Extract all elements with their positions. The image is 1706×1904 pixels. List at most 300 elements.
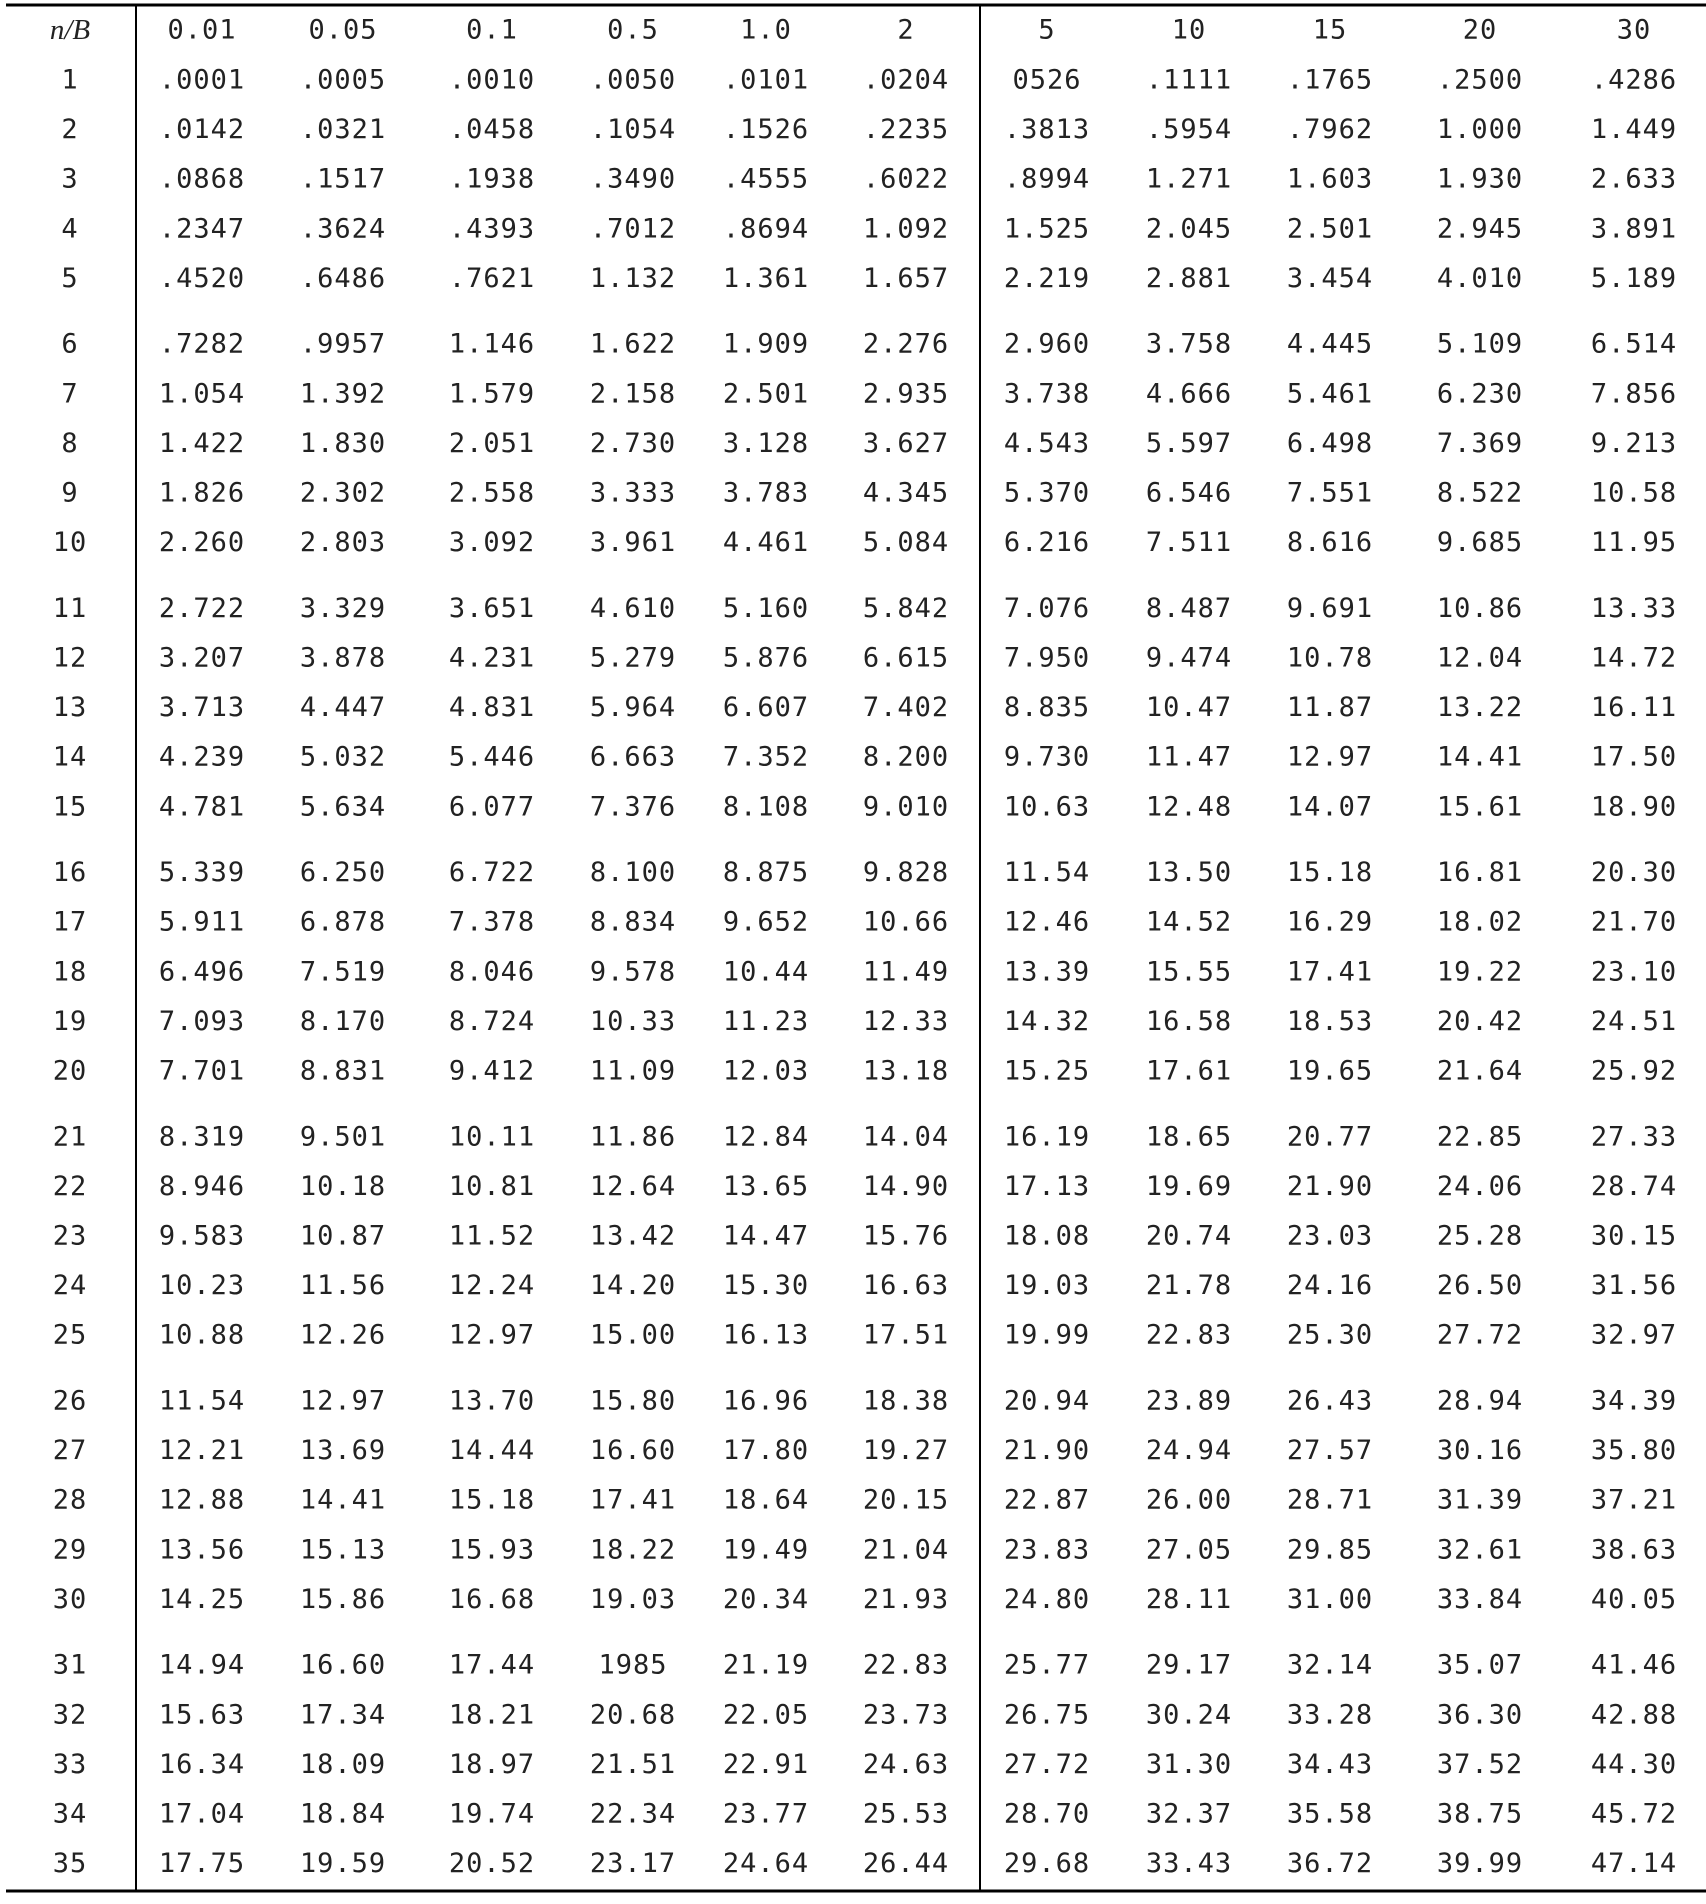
table-cell: 2.219 <box>1003 262 1091 294</box>
table-cell: 30.16 <box>1436 1435 1524 1467</box>
table-cell: 21.93 <box>862 1583 950 1615</box>
table-cell: 8.487 <box>1145 592 1233 624</box>
table-cell: 8.946 <box>158 1170 246 1202</box>
table-cell: 12.24 <box>448 1270 536 1302</box>
table-cell: 21.51 <box>589 1748 677 1780</box>
table-cell: 27.33 <box>1590 1121 1678 1153</box>
table-cell: 3.207 <box>158 642 246 674</box>
table-cell: .4520 <box>158 262 246 294</box>
table-cell: 21.70 <box>1590 906 1678 938</box>
table-cell: .1517 <box>299 163 387 195</box>
column-header: 0.1 <box>466 14 518 46</box>
table-cell: .6022 <box>862 163 950 195</box>
table-cell: 8.522 <box>1436 477 1524 509</box>
table-cell: 3.891 <box>1590 213 1678 245</box>
table-cell: 12.21 <box>158 1435 246 1467</box>
row-label: 19 <box>52 1005 88 1037</box>
table-cell: 8.200 <box>862 741 950 773</box>
table-cell: 4.010 <box>1436 262 1524 294</box>
table-cell: 18.65 <box>1145 1121 1233 1153</box>
table-cell: 24.80 <box>1003 1583 1091 1615</box>
table-cell: 6.250 <box>299 857 387 889</box>
table-cell: 9.213 <box>1590 427 1678 459</box>
table-cell: .9957 <box>299 328 387 360</box>
table-cell: 8.616 <box>1286 527 1374 559</box>
table-cell: 11.54 <box>158 1385 246 1417</box>
table-cell: 21.78 <box>1145 1270 1233 1302</box>
table-cell: 23.83 <box>1003 1534 1091 1566</box>
row-label: 13 <box>52 692 88 724</box>
table-cell: 13.50 <box>1145 857 1233 889</box>
table-cell: 22.83 <box>1145 1319 1233 1351</box>
table-cell: 10.58 <box>1590 477 1678 509</box>
table-cell: 10.63 <box>1003 791 1091 823</box>
table-cell: 4.543 <box>1003 427 1091 459</box>
table-cell: 17.75 <box>158 1848 246 1880</box>
table-cell: 1.930 <box>1436 163 1524 195</box>
table-cell: 7.376 <box>589 791 677 823</box>
table-cell: 5.446 <box>448 741 536 773</box>
table-cell: 6.230 <box>1436 378 1524 410</box>
table-cell: 19.03 <box>589 1583 677 1615</box>
table-cell: 15.61 <box>1436 791 1524 823</box>
table-cell: 30.24 <box>1145 1699 1233 1731</box>
row-label: 34 <box>52 1798 88 1830</box>
table-cell: .0050 <box>589 64 677 96</box>
table-cell: 29.85 <box>1286 1534 1374 1566</box>
table-cell: 2.302 <box>299 477 387 509</box>
table-cell: 7.856 <box>1590 378 1678 410</box>
table-cell: 13.69 <box>299 1435 387 1467</box>
table-cell: 5.032 <box>299 741 387 773</box>
column-header: 0.01 <box>167 14 237 46</box>
table-cell: 14.72 <box>1590 642 1678 674</box>
table-cell: .4555 <box>722 163 810 195</box>
row-label: 4 <box>61 213 79 245</box>
table-cell: 26.44 <box>862 1848 950 1880</box>
table-cell: 2.045 <box>1145 213 1233 245</box>
table-cell: 5.597 <box>1145 427 1233 459</box>
table-cell: .4286 <box>1590 64 1678 96</box>
table-cell: 8.319 <box>158 1121 246 1153</box>
table-cell: 18.08 <box>1003 1220 1091 1252</box>
table-cell: 19.69 <box>1145 1170 1233 1202</box>
table-cell: 12.84 <box>722 1121 810 1153</box>
table-cell: 21.90 <box>1003 1435 1091 1467</box>
table-cell: 13.33 <box>1590 592 1678 624</box>
table-cell: 8.108 <box>722 791 810 823</box>
row-label: 14 <box>52 741 88 773</box>
table-cell: 17.44 <box>448 1649 536 1681</box>
table-cell: 5.109 <box>1436 328 1524 360</box>
row-label: 12 <box>52 642 88 674</box>
table-cell: 31.30 <box>1145 1748 1233 1780</box>
table-cell: 13.65 <box>722 1170 810 1202</box>
table-cell: 16.60 <box>299 1649 387 1681</box>
table-cell: 22.91 <box>722 1748 810 1780</box>
table-cell: 18.02 <box>1436 906 1524 938</box>
table-cell: 6.546 <box>1145 477 1233 509</box>
row-label: 9 <box>61 477 79 509</box>
table-cell: 2.501 <box>722 378 810 410</box>
table-cell: 15.00 <box>589 1319 677 1351</box>
row-label: 17 <box>52 906 88 938</box>
table-cell: 2.158 <box>589 378 677 410</box>
table-cell: .0321 <box>299 114 387 146</box>
table-cell: 36.30 <box>1436 1699 1524 1731</box>
table-cell: .0868 <box>158 163 246 195</box>
table-cell: 5.911 <box>158 906 246 938</box>
table-cell: 24.06 <box>1436 1170 1524 1202</box>
table-cell: 12.33 <box>862 1005 950 1037</box>
table-cell: 3.783 <box>722 477 810 509</box>
table-cell: 10.66 <box>862 906 950 938</box>
table-cell: 14.41 <box>299 1484 387 1516</box>
table-cell: 26.75 <box>1003 1699 1091 1731</box>
table-cell: 16.60 <box>589 1435 677 1467</box>
column-header: 20 <box>1462 14 1498 46</box>
table-cell: 14.90 <box>862 1170 950 1202</box>
table-cell: 18.84 <box>299 1798 387 1830</box>
table-cell: 20.77 <box>1286 1121 1374 1153</box>
table-cell: 7.950 <box>1003 642 1091 674</box>
table-cell: 22.87 <box>1003 1484 1091 1516</box>
row-label: 27 <box>52 1435 88 1467</box>
table-cell: 23.03 <box>1286 1220 1374 1252</box>
table-cell: .1938 <box>448 163 536 195</box>
table-cell: 27.72 <box>1436 1319 1524 1351</box>
table-cell: 20.30 <box>1590 857 1678 889</box>
table-cell: 19.74 <box>448 1798 536 1830</box>
column-header: 10 <box>1171 14 1207 46</box>
table-cell: 14.44 <box>448 1435 536 1467</box>
table-cell: 7.519 <box>299 956 387 988</box>
table-cell: .2347 <box>158 213 246 245</box>
table-cell: 7.551 <box>1286 477 1374 509</box>
table-cell: 0526 <box>1012 64 1082 96</box>
table-cell: 4.345 <box>862 477 950 509</box>
table-cell: .0101 <box>722 64 810 96</box>
table-cell: 20.68 <box>589 1699 677 1731</box>
table-cell: 17.41 <box>1286 956 1374 988</box>
table-cell: 9.652 <box>722 906 810 938</box>
table-cell: 1985 <box>598 1649 668 1681</box>
table-cell: 11.23 <box>722 1005 810 1037</box>
table-cell: 3.651 <box>448 592 536 624</box>
row-label: 2 <box>61 114 79 146</box>
table-cell: 7.701 <box>158 1055 246 1087</box>
row-label: 26 <box>52 1385 88 1417</box>
column-header: 2 <box>897 14 915 46</box>
table-cell: 47.14 <box>1590 1848 1678 1880</box>
table-cell: 5.160 <box>722 592 810 624</box>
table-cell: .3813 <box>1003 114 1091 146</box>
table-cell: 10.23 <box>158 1270 246 1302</box>
table-cell: 19.59 <box>299 1848 387 1880</box>
table-cell: 1.657 <box>862 262 950 294</box>
table-cell: 14.47 <box>722 1220 810 1252</box>
table-cell: 10.81 <box>448 1170 536 1202</box>
table-cell: 18.97 <box>448 1748 536 1780</box>
table-cell: 3.454 <box>1286 262 1374 294</box>
row-label: 22 <box>52 1170 88 1202</box>
table-cell: 3.713 <box>158 692 246 724</box>
table-cell: 18.38 <box>862 1385 950 1417</box>
table-cell: 38.63 <box>1590 1534 1678 1566</box>
table-cell: 6.722 <box>448 857 536 889</box>
table-cell: 22.05 <box>722 1699 810 1731</box>
table-cell: 9.583 <box>158 1220 246 1252</box>
table-cell: 29.68 <box>1003 1848 1091 1880</box>
row-label: 35 <box>52 1848 88 1880</box>
table-cell: 1.449 <box>1590 114 1678 146</box>
table-cell: 14.07 <box>1286 791 1374 823</box>
table-cell: 20.34 <box>722 1583 810 1615</box>
table-cell: 23.10 <box>1590 956 1678 988</box>
table-cell: 16.58 <box>1145 1005 1233 1037</box>
table-cell: 20.74 <box>1145 1220 1233 1252</box>
table-cell: 11.09 <box>589 1055 677 1087</box>
table-cell: 19.27 <box>862 1435 950 1467</box>
table-cell: 25.92 <box>1590 1055 1678 1087</box>
table-cell: 14.94 <box>158 1649 246 1681</box>
table-cell: 7.402 <box>862 692 950 724</box>
table-cell: 18.21 <box>448 1699 536 1731</box>
table-cell: 2.558 <box>448 477 536 509</box>
table-cell: 2.501 <box>1286 213 1374 245</box>
table-cell: 23.89 <box>1145 1385 1233 1417</box>
table-cell: 13.22 <box>1436 692 1524 724</box>
table-cell: .2500 <box>1436 64 1524 96</box>
table-cell: 27.72 <box>1003 1748 1091 1780</box>
table-cell: .7012 <box>589 213 677 245</box>
table-cell: .7962 <box>1286 114 1374 146</box>
table-cell: 16.11 <box>1590 692 1678 724</box>
table-cell: 5.084 <box>862 527 950 559</box>
table-cell: 6.615 <box>862 642 950 674</box>
table-cell: 12.04 <box>1436 642 1524 674</box>
table-cell: 8.724 <box>448 1005 536 1037</box>
table-cell: 21.04 <box>862 1534 950 1566</box>
table-cell: 15.18 <box>448 1484 536 1516</box>
table-cell: 4.239 <box>158 741 246 773</box>
table-cell: 21.90 <box>1286 1170 1374 1202</box>
table-cell: 16.19 <box>1003 1121 1091 1153</box>
table-cell: 30.15 <box>1590 1220 1678 1252</box>
table-cell: 6.496 <box>158 956 246 988</box>
table-cell: 22.85 <box>1436 1121 1524 1153</box>
table-cell: 1.392 <box>299 378 387 410</box>
table-cell: 11.86 <box>589 1121 677 1153</box>
row-label: 28 <box>52 1484 88 1516</box>
table-cell: 8.831 <box>299 1055 387 1087</box>
table-cell: 20.52 <box>448 1848 536 1880</box>
table-cell: 7.076 <box>1003 592 1091 624</box>
row-label: 18 <box>52 956 88 988</box>
table-cell: 10.78 <box>1286 642 1374 674</box>
table-cell: 4.447 <box>299 692 387 724</box>
table-cell: 12.48 <box>1145 791 1233 823</box>
table-cell: 15.55 <box>1145 956 1233 988</box>
table-cell: 37.52 <box>1436 1748 1524 1780</box>
table-cell: 3.738 <box>1003 378 1091 410</box>
table-cell: 7.378 <box>448 906 536 938</box>
table-cell: 7.352 <box>722 741 810 773</box>
table-cell: 10.11 <box>448 1121 536 1153</box>
table-cell: 5.189 <box>1590 262 1678 294</box>
table-cell: 1.422 <box>158 427 246 459</box>
column-header: 0.5 <box>607 14 659 46</box>
table-cell: 15.63 <box>158 1699 246 1731</box>
table-cell: 17.41 <box>589 1484 677 1516</box>
table-cell: 8.170 <box>299 1005 387 1037</box>
table-cell: 24.64 <box>722 1848 810 1880</box>
table-cell: 1.092 <box>862 213 950 245</box>
table-cell: 18.64 <box>722 1484 810 1516</box>
row-label: 24 <box>52 1270 88 1302</box>
table-cell: 33.28 <box>1286 1699 1374 1731</box>
table-cell: 6.077 <box>448 791 536 823</box>
table-cell: 18.53 <box>1286 1005 1374 1037</box>
table-cell: 9.412 <box>448 1055 536 1087</box>
table-cell: 39.99 <box>1436 1848 1524 1880</box>
table-cell: 13.42 <box>589 1220 677 1252</box>
table-cell: 14.20 <box>589 1270 677 1302</box>
table-cell: 10.33 <box>589 1005 677 1037</box>
column-header: 5 <box>1038 14 1056 46</box>
table-cell: 22.83 <box>862 1649 950 1681</box>
row-label: 5 <box>61 262 79 294</box>
corner-label: n/B <box>49 14 91 46</box>
table-cell: 5.279 <box>589 642 677 674</box>
table-cell: 16.13 <box>722 1319 810 1351</box>
table-cell: 19.22 <box>1436 956 1524 988</box>
table-cell: 2.881 <box>1145 262 1233 294</box>
table-cell: 15.25 <box>1003 1055 1091 1087</box>
row-label: 10 <box>52 527 88 559</box>
table-cell: 35.07 <box>1436 1649 1524 1681</box>
table-cell: .0204 <box>862 64 950 96</box>
table-cell: 31.39 <box>1436 1484 1524 1516</box>
table-cell: 18.90 <box>1590 791 1678 823</box>
table-cell: 7.093 <box>158 1005 246 1037</box>
table-cell: 38.75 <box>1436 1798 1524 1830</box>
row-label: 7 <box>61 378 79 410</box>
table-cell: 17.80 <box>722 1435 810 1467</box>
row-label: 6 <box>61 328 79 360</box>
table-cell: 1.909 <box>722 328 810 360</box>
table-cell: 10.86 <box>1436 592 1524 624</box>
table-cell: 42.88 <box>1590 1699 1678 1731</box>
column-header: 1.0 <box>740 14 792 46</box>
table-cell: 1.525 <box>1003 213 1091 245</box>
table-cell: 2.935 <box>862 378 950 410</box>
table-cell: 37.21 <box>1590 1484 1678 1516</box>
table-cell: 17.13 <box>1003 1170 1091 1202</box>
table-cell: 1.622 <box>589 328 677 360</box>
table-cell: 23.17 <box>589 1848 677 1880</box>
table-cell: 26.00 <box>1145 1484 1233 1516</box>
table-cell: 5.461 <box>1286 378 1374 410</box>
table-cell: 13.70 <box>448 1385 536 1417</box>
table-cell: 14.32 <box>1003 1005 1091 1037</box>
table-cell: 2.730 <box>589 427 677 459</box>
table-cell: 1.054 <box>158 378 246 410</box>
table-cell: 18.09 <box>299 1748 387 1780</box>
table-cell: 11.87 <box>1286 692 1374 724</box>
table-cell: 12.88 <box>158 1484 246 1516</box>
row-label: 29 <box>52 1534 88 1566</box>
table-cell: 6.878 <box>299 906 387 938</box>
table-cell: 9.578 <box>589 956 677 988</box>
table-cell: 16.81 <box>1436 857 1524 889</box>
table-cell: .3490 <box>589 163 677 195</box>
table-cell: 34.43 <box>1286 1748 1374 1780</box>
table-cell: 17.04 <box>158 1798 246 1830</box>
table-cell: .5954 <box>1145 114 1233 146</box>
table-cell: .1526 <box>722 114 810 146</box>
table-cell: 45.72 <box>1590 1798 1678 1830</box>
table-cell: 6.498 <box>1286 427 1374 459</box>
row-label: 15 <box>52 791 88 823</box>
table-cell: 20.42 <box>1436 1005 1524 1037</box>
table-cell: 32.61 <box>1436 1534 1524 1566</box>
table-cell: 10.87 <box>299 1220 387 1252</box>
table-cell: 11.47 <box>1145 741 1233 773</box>
table-cell: 3.878 <box>299 642 387 674</box>
table-cell: 1.579 <box>448 378 536 410</box>
table-cell: 16.68 <box>448 1583 536 1615</box>
table-cell: 6.607 <box>722 692 810 724</box>
table-cell: 4.831 <box>448 692 536 724</box>
table-cell: 10.44 <box>722 956 810 988</box>
table-cell: 19.65 <box>1286 1055 1374 1087</box>
table-cell: 15.76 <box>862 1220 950 1252</box>
table-cell: 2.945 <box>1436 213 1524 245</box>
table-cell: 5.634 <box>299 791 387 823</box>
table-cell: 10.47 <box>1145 692 1233 724</box>
table-cell: 11.52 <box>448 1220 536 1252</box>
row-label: 25 <box>52 1319 88 1351</box>
table-cell: 4.445 <box>1286 328 1374 360</box>
table-cell: .0005 <box>299 64 387 96</box>
table-cell: 27.57 <box>1286 1435 1374 1467</box>
table-cell: 12.97 <box>1286 741 1374 773</box>
table-cell: 5.370 <box>1003 477 1091 509</box>
table-cell: 17.61 <box>1145 1055 1233 1087</box>
table-cell: 25.28 <box>1436 1220 1524 1252</box>
table-cell: .4393 <box>448 213 536 245</box>
table-cell: 16.63 <box>862 1270 950 1302</box>
table-cell: 14.41 <box>1436 741 1524 773</box>
table-cell: 17.51 <box>862 1319 950 1351</box>
table-cell: 6.216 <box>1003 527 1091 559</box>
row-label: 16 <box>52 857 88 889</box>
table-cell: 9.010 <box>862 791 950 823</box>
table-cell: 28.11 <box>1145 1583 1233 1615</box>
table-cell: 36.72 <box>1286 1848 1374 1880</box>
table-cell: 12.46 <box>1003 906 1091 938</box>
table-cell: .7282 <box>158 328 246 360</box>
table-cell: 6.663 <box>589 741 677 773</box>
table-cell: 3.627 <box>862 427 950 459</box>
table-cell: 28.71 <box>1286 1484 1374 1516</box>
row-label: 11 <box>52 592 88 624</box>
table-cell: 13.39 <box>1003 956 1091 988</box>
table-cell: .0458 <box>448 114 536 146</box>
table-cell: 1.361 <box>722 262 810 294</box>
table-cell: 25.77 <box>1003 1649 1091 1681</box>
